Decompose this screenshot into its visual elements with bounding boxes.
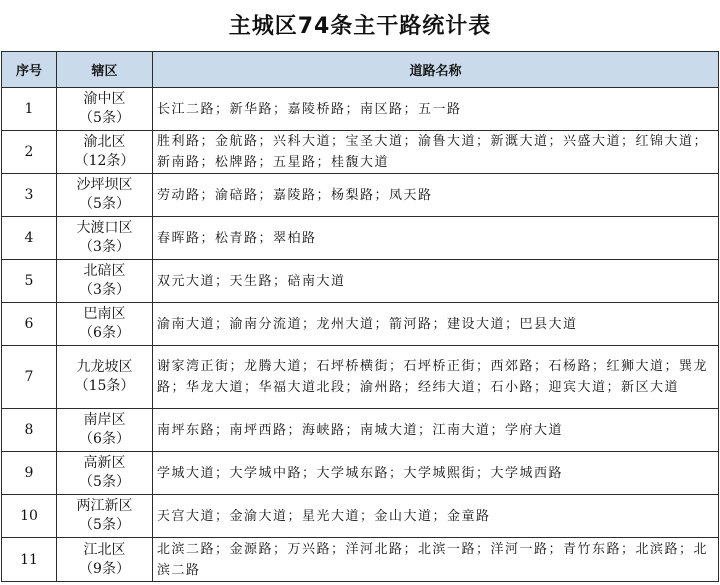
district-road-count: （5条）	[79, 196, 130, 212]
district-cell	[57, 303, 153, 346]
district-road-count: （3条）	[79, 239, 130, 255]
row-number: 8	[2, 409, 57, 452]
district-name: 北碚区	[83, 263, 126, 279]
road-names: 南坪东路；南坪西路；海峡路；南城大道；江南大道；学府大道	[153, 409, 719, 452]
district-cell	[57, 495, 153, 538]
road-names: 谢家湾正街；龙腾大道；石坪桥横街；石坪桥正街；西郊路；石杨路；红狮大道；巽龙路；华龙大道；华福大道北段；渝州路；经纬大道；石小路；迎宾大道；新区大道	[153, 346, 719, 409]
district-road-count: （5条）	[79, 110, 130, 126]
district-cell	[57, 346, 153, 409]
district-name: 沙坪坝区	[76, 177, 133, 193]
row-number: 4	[2, 217, 57, 260]
district-cell	[57, 538, 153, 582]
road-names: 胜利路；金航路；兴科大道；宝圣大道；渝鲁大道；新溉大道；兴盛大道；红锦大道；新南路；松牌路；五星路；桂馥大道	[153, 131, 719, 174]
district-cell	[57, 217, 153, 260]
table-row	[2, 260, 719, 303]
district-name: 南岸区	[83, 412, 126, 428]
district-cell	[57, 409, 153, 452]
header-row	[2, 52, 719, 88]
district-name: 大渡口区	[76, 220, 133, 236]
district-name: 巴南区	[83, 306, 126, 322]
table-row	[2, 131, 719, 174]
row-number: 11	[2, 538, 57, 582]
district-name: 九龙坡区	[76, 359, 133, 375]
district-name: 两江新区	[76, 498, 133, 514]
table-row	[2, 88, 719, 131]
table-row	[2, 174, 719, 217]
road-names: 春晖路；松青路；翠柏路	[153, 217, 719, 260]
district-name: 渝中区	[83, 91, 126, 107]
district-road-count: （6条）	[79, 325, 130, 341]
row-number: 3	[2, 174, 57, 217]
district-road-count: （9条）	[79, 560, 130, 577]
row-number: 2	[2, 131, 57, 174]
table-row	[2, 346, 719, 409]
row-number: 5	[2, 260, 57, 303]
table-title: 主城区74条主干路统计表	[228, 13, 492, 39]
row-number: 6	[2, 303, 57, 346]
roads-table	[1, 51, 719, 582]
row-number: 1	[2, 88, 57, 131]
district-road-count: （3条）	[79, 282, 130, 298]
row-number: 10	[2, 495, 57, 538]
road-names: 学城大道；大学城中路；大学城东路；大学城熙街；大学城西路	[153, 452, 719, 495]
district-name: 渝北区	[83, 134, 126, 150]
road-names: 双元大道；天生路；碚南大道	[153, 260, 719, 303]
road-names: 长江二路；新华路；嘉陵桥路；南区路；五一路	[153, 88, 719, 131]
table-row	[2, 452, 719, 495]
district-road-count: （12条）	[74, 153, 135, 169]
district-name: 江北区	[83, 541, 126, 558]
district-cell	[57, 452, 153, 495]
district-road-count: （5条）	[79, 474, 130, 490]
road-names: 天宫大道；金渝大道；星光大道；金山大道；金童路	[153, 495, 719, 538]
table-row	[2, 409, 719, 452]
road-names: 渝南大道；渝南分流道；龙州大道；箭河路；建设大道；巴县大道	[153, 303, 719, 346]
table-row	[2, 495, 719, 538]
road-names: 劳动路；渝碚路；嘉陵路；杨梨路；凤天路	[153, 174, 719, 217]
header-no: 序号	[2, 52, 57, 88]
row-number: 9	[2, 452, 57, 495]
district-road-count: （15条）	[74, 378, 135, 394]
district-road-count: （6条）	[79, 431, 130, 447]
table-row	[2, 303, 719, 346]
table-row	[2, 217, 719, 260]
header-roads: 道路名称	[153, 52, 719, 88]
table-row	[2, 538, 719, 582]
road-names: 北滨二路；金源路；万兴路；洋河北路；北滨一路；洋河一路；青竹东路；北滨路；北滨二路	[153, 538, 719, 582]
row-number: 7	[2, 346, 57, 409]
district-cell	[57, 174, 153, 217]
district-cell	[57, 88, 153, 131]
district-cell	[57, 260, 153, 303]
header-district: 辖区	[57, 52, 153, 88]
district-name: 高新区	[83, 455, 126, 471]
district-cell	[57, 131, 153, 174]
district-road-count: （5条）	[79, 517, 130, 533]
